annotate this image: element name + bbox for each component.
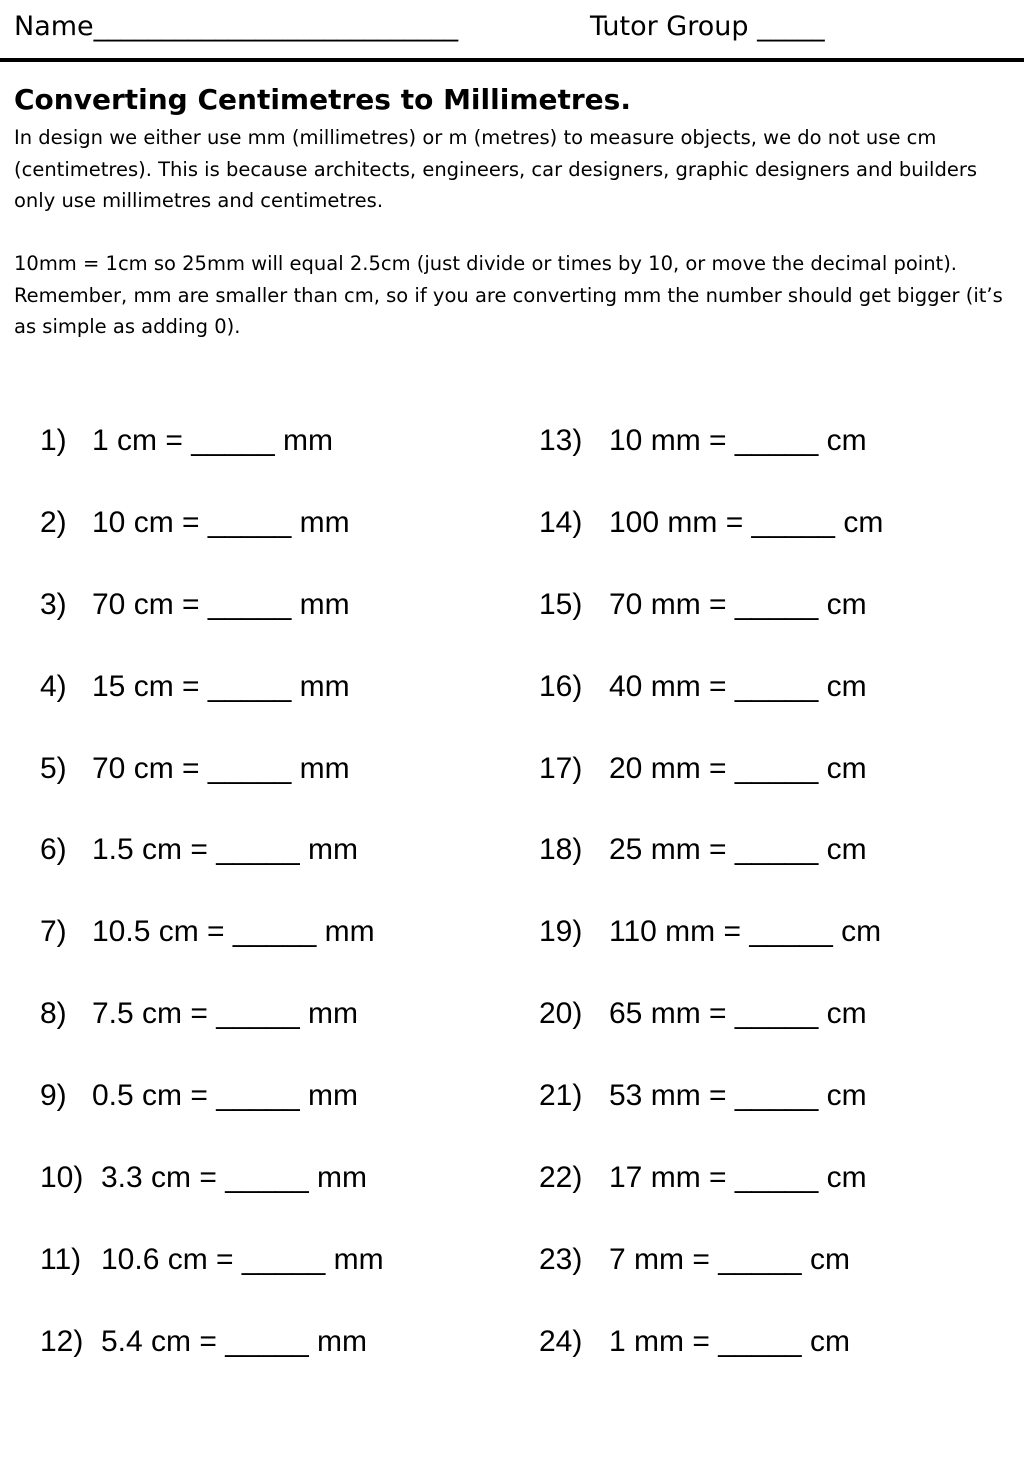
question-text: 100 mm = _____ cm <box>609 505 884 539</box>
question-text: 70 cm = _____ mm <box>92 587 350 621</box>
question-text: 0.5 cm = _____ mm <box>92 1079 358 1113</box>
question-number: 4) <box>40 669 67 703</box>
question-text: 3.3 cm = _____ mm <box>101 1161 367 1195</box>
question-item[interactable] <box>539 1239 883 1321</box>
question-item[interactable] <box>539 993 883 1075</box>
question-text: 10 mm = _____ cm <box>609 424 867 457</box>
question-item[interactable] <box>539 1075 883 1157</box>
question-text: 15 cm = _____ mm <box>92 669 350 703</box>
question-number: 24) <box>539 1324 583 1358</box>
question-text: 25 mm = _____ cm <box>609 833 867 867</box>
question-text: 70 mm = _____ cm <box>609 587 867 621</box>
question-item[interactable] <box>539 829 883 911</box>
question-text: 10.6 cm = _____ mm <box>101 1242 384 1276</box>
question-text: 110 mm = _____ cm <box>609 915 882 949</box>
question-item[interactable] <box>40 666 384 748</box>
tutor-group-field[interactable]: Tutor Group _____ <box>590 11 825 42</box>
question-text: 1.5 cm = _____ mm <box>92 833 358 867</box>
question-item[interactable] <box>40 584 384 666</box>
question-item[interactable] <box>539 666 883 748</box>
paragraph-gap <box>14 217 1010 249</box>
question-text: 70 cm = _____ mm <box>92 751 350 785</box>
question-number: 5) <box>40 751 67 785</box>
question-item[interactable] <box>539 502 883 584</box>
header-bar <box>0 0 1024 62</box>
question-number: 22) <box>539 1161 583 1195</box>
page-title: Converting Centimetres to Millimetres. <box>14 83 631 116</box>
questions-right-column <box>539 420 883 1403</box>
intro-paragraph-2: 10mm = 1cm so 25mm will equal 2.5cm (just divide or times by 10, or move the decimal point). <box>14 252 957 275</box>
question-number: 17) <box>539 751 583 785</box>
question-text: 10.5 cm = _____ mm <box>92 915 375 949</box>
questions-left-column <box>40 420 384 1403</box>
question-number: 11) <box>40 1242 82 1276</box>
intro-text <box>14 122 1010 343</box>
question-text: 65 mm = _____ cm <box>609 997 867 1031</box>
question-text: 17 mm = _____ cm <box>609 1161 867 1195</box>
question-item[interactable] <box>40 829 384 911</box>
question-item[interactable] <box>40 502 384 584</box>
question-number: 2) <box>40 505 67 539</box>
question-number: 6) <box>40 833 67 867</box>
question-item[interactable] <box>40 911 384 993</box>
question-number: 1) <box>40 424 67 457</box>
question-item[interactable] <box>40 420 384 502</box>
question-text: 53 mm = _____ cm <box>609 1079 867 1113</box>
question-number: 18) <box>539 833 583 867</box>
question-number: 21) <box>539 1079 583 1113</box>
question-text: 40 mm = _____ cm <box>609 669 867 703</box>
question-text: 7.5 cm = _____ mm <box>92 997 358 1031</box>
question-number: 20) <box>539 997 583 1031</box>
question-item[interactable] <box>40 1075 384 1157</box>
question-number: 14) <box>539 505 583 539</box>
question-number: 13) <box>539 424 583 457</box>
question-item[interactable] <box>539 584 883 666</box>
question-number: 15) <box>539 587 583 621</box>
question-item[interactable] <box>40 993 384 1075</box>
intro-paragraph-1: In design we either use mm (millimetres) or m (metres) to measure objects, we do not use cm (centimetres). This is because architects, engineers, car designers, graphic designers and builders only use millimetres and centimetres. <box>14 126 978 212</box>
question-item[interactable] <box>40 1239 384 1321</box>
question-text: 7 mm = _____ cm <box>609 1242 850 1276</box>
intro-paragraph-3: Remember, mm are smaller than cm, so if you are converting mm the number should get bigger (it’s as simple as adding 0). <box>14 283 1003 338</box>
question-text: 5.4 cm = _____ mm <box>101 1324 367 1358</box>
question-item[interactable] <box>539 911 883 993</box>
question-number: 9) <box>40 1079 67 1113</box>
question-item[interactable] <box>539 1157 883 1239</box>
question-number: 19) <box>539 915 583 949</box>
question-text: 1 mm = _____ cm <box>609 1324 850 1358</box>
question-text: 10 cm = _____ mm <box>92 505 350 539</box>
question-item[interactable] <box>539 748 883 830</box>
question-number: 8) <box>40 997 67 1031</box>
question-text: 1 cm = _____ mm <box>92 424 333 457</box>
question-number: 23) <box>539 1242 583 1276</box>
question-text: 20 mm = _____ cm <box>609 751 867 785</box>
question-number: 12) <box>40 1324 84 1358</box>
question-item[interactable] <box>539 420 883 502</box>
question-number: 16) <box>539 669 583 703</box>
question-item[interactable] <box>539 1321 883 1403</box>
question-number: 10) <box>40 1161 84 1195</box>
question-number: 3) <box>40 587 67 621</box>
question-item[interactable] <box>40 1321 384 1403</box>
question-item[interactable] <box>40 1157 384 1239</box>
question-item[interactable] <box>40 748 384 830</box>
question-number: 7) <box>40 915 67 949</box>
name-field[interactable]: Name___________________________ <box>14 11 459 42</box>
